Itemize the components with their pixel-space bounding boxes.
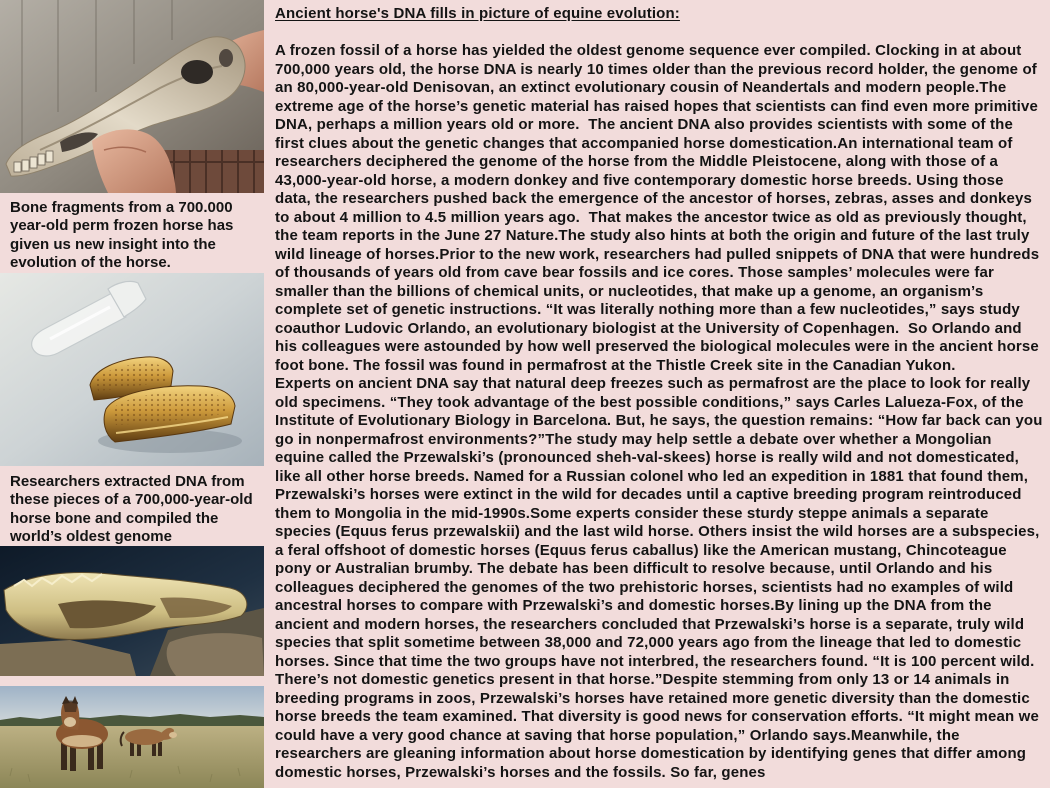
caption-line: world’s oldest genome	[10, 527, 172, 545]
article-line: A frozen fossil of a horse has yielded the oldest genome sequence ever compiled. Clocking in at about	[275, 42, 1022, 59]
article-line: horses. Since that time the two groups have not interbred, the researchers found. “It is 100 percent wild.	[275, 652, 1035, 670]
caption-dna-extraction	[10, 473, 262, 546]
article-body	[275, 42, 1045, 782]
caption-line: Bone fragments from a 700.000	[10, 199, 233, 216]
article-line: ancestral horses to compare with Przewalski’s and domestic horses.By lining up the DNA from the	[275, 597, 992, 614]
article-line: first clues about the genetic changes that accompanied horse domestication.An international team of	[275, 134, 1013, 152]
article-line: a feral offshoot of domestic horses (Equus ferus caballus) like the American mustang, Chincoteague	[275, 541, 1007, 559]
article-line: species that split sometime between 38,000 and 72,000 years ago from the lineage that led to domestic	[275, 634, 1022, 651]
article-line: an 80,000-year-old Denisovan, an extinct evolutionary cousin of Neandertals and modern people.The	[275, 79, 1007, 96]
article-line: smaller than the billions of chemical units, or nucleotides, that make up a genome, an organism’s	[275, 282, 984, 300]
article-line: could have a very good chance at saving that horse population,” Orlando says.Meanwhile, the	[275, 726, 960, 744]
horse-skull-photo	[0, 0, 264, 193]
article-line: old specimens. “They took advantage of the best possible conditions,” says Carles Lalueza-Fox, of the	[275, 393, 1024, 411]
article-line: extreme age of the horse’s genetic material has raised hopes that scientists can find even more primitive	[275, 97, 1038, 115]
title-spacer	[275, 24, 1045, 43]
caption-bone-fragments	[10, 199, 262, 272]
article-line: foot bone. The fossil was found in permafrost at the Thistle Creek site in the Canadian Yukon.	[275, 356, 956, 374]
article-line: complete set of genetic instructions. “It was literally nothing more than a few nucleotides,” says study	[275, 301, 1020, 318]
article-line: species (Equus ferus przewalskii) and the last wild horse. Others insist the wild horses are a subspecies,	[275, 523, 1040, 540]
caption-line: given us new insight into the	[10, 235, 216, 253]
article-line: 700,000 years old, the horse DNA is nearly 10 times older than the previous record holder, the genome of	[275, 60, 1037, 78]
caption-line: Researchers extracted DNA from	[10, 473, 245, 490]
article-line: go in nonpermafrost environments?”The study may help settle a debate over whether a Mongolian	[275, 430, 992, 448]
article-line: like all other horse breeds. Named for a Russian colonel who led an expedition in 1881 that found them,	[275, 467, 1029, 485]
article-title: Ancient horse's DNA fills in picture of equine evolution:	[275, 5, 680, 22]
caption-line: evolution of the horse.	[10, 253, 171, 271]
article-line: his colleagues were astounded by how well preserved the biological molecules were in the ancient horse	[275, 338, 1039, 355]
fossil-bone-photo	[0, 546, 264, 676]
caption-line: horse bone and compiled the	[10, 509, 219, 527]
article-line: them to Mongolia in the mid-1990s.Some experts consider these sturdy steppe animals a separate	[275, 504, 989, 522]
article-line: DNA, perhaps a million years old or more. The ancient DNA also provides scientists with some of the	[275, 116, 1013, 133]
article-line: 43,000-year-old horse, a modern donkey and five contemporary domestic horse breeds. Using those	[275, 171, 1004, 189]
article-line: wild lineage of horses.Prior to the new work, researchers had pulled snippets of DNA that were hundreds	[275, 245, 1040, 263]
caption-line: year-old perm frozen horse has	[10, 217, 234, 235]
article-line: data, the researchers pushed back the emergence of the ancestor of horses, zebras, asses and donkeys	[275, 190, 1032, 207]
article-line: Experts on ancient DNA say that natural deep freezes such as permafrost are the place to look for really	[275, 375, 1031, 392]
article-line: colleagues deciphered the genomes of the two prehistoric horses, scientists had no examples of wild	[275, 578, 1014, 596]
article-line: Institute of Evolutionary Biology in Barcelona. But, he says, the question remains: “How far back can you	[275, 412, 1043, 429]
article-line: researchers deciphered the genome of the horse from the Middle Pleistocene, along with those of a	[275, 153, 999, 170]
article-line: pony or Australian brumby. The debate has been difficult to resolve because, until Orlando and his	[275, 560, 993, 577]
article-line: domestic horses, Przewalski’s horses and the fossils. So far, genes	[275, 763, 766, 781]
article-line: ancient and modern horses, the researchers concluded that Przewalski’s horse is a separate, truly wild	[275, 615, 1025, 633]
rock-chunk	[167, 633, 264, 676]
article-line: to about 4 million to 4.5 million years ago. That makes the ancestor twice as old as previously thought,	[275, 208, 1027, 226]
article-line: equine called the Przewalski’s (pronounced sheh-val-skees) horse is really wild and not domesticated,	[275, 449, 1019, 466]
article-line: the team reports in the June 27 Nature.The study also hints at both the origin and future of the last truly	[275, 227, 1030, 244]
bone-pieces-photo	[0, 273, 264, 466]
article-line: There’s not domestic genetics present in that horse.”Despite stemming from only 13 or 14 animals in	[275, 671, 1010, 688]
article-line: Przewalski’s horses were extinct in the wild for decades until a captive breeding program reintroduced	[275, 486, 1022, 503]
przewalski-horses-photo	[0, 686, 264, 788]
article-line: breeding programs in zoos, Przewalski’s horses have retained more genetic diversity than the domestic	[275, 689, 1030, 707]
caption-line: these pieces of a 700,000-year-old	[10, 491, 253, 509]
article-line: of thousands of years old from cave bear fossils and ice cores. Those samples’ molecules were far	[275, 264, 994, 281]
article-line: researchers are gleaning information about horse domestication by identifying genes that differ among	[275, 745, 1027, 762]
article-line: horse breeds the team examined. That diversity is good news for conservation efforts. “It might mean we	[275, 708, 1039, 725]
article	[275, 5, 1045, 782]
article-line: coauthor Ludovic Orlando, an evolutionary biologist at the University of Copenhagen. So Orlando and	[275, 319, 1022, 337]
